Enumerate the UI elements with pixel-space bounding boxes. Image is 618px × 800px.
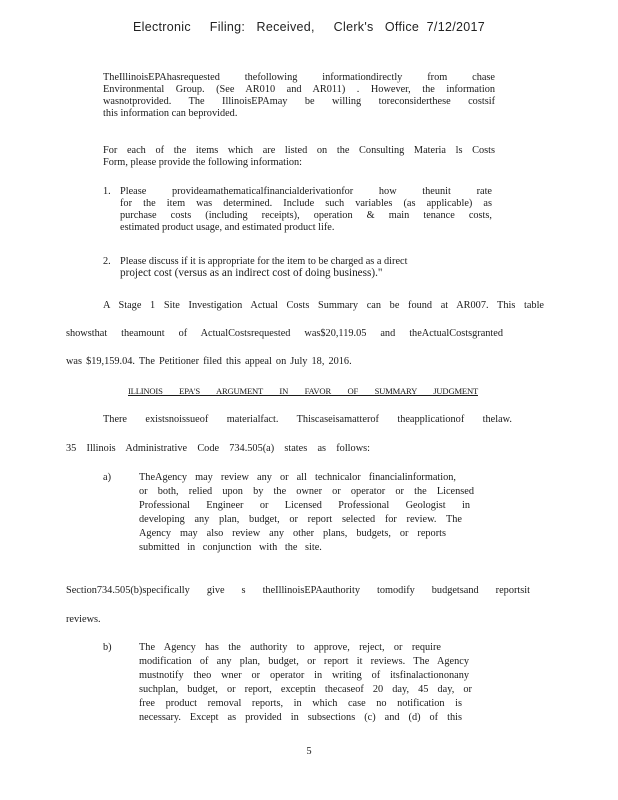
item-2-line-2: project cost (versus as an indirect cost of doing business)." bbox=[120, 267, 383, 279]
item-2-number: 2. bbox=[103, 256, 111, 267]
stage1-line-1: A Stage 1 Site Investigation Actual Costs Summary can be found at AR007. This table bbox=[103, 300, 544, 311]
sub-a-line-1: TheAgency may review any or all technicalor financialinformation, bbox=[139, 472, 456, 483]
filing-header: Electronic Filing: Received, Clerk's Office 7/12/2017 bbox=[133, 20, 485, 34]
stage1-line-2: showsthat theamount of ActualCostsrequested was$20,119.05 and theActualCostsgranted bbox=[66, 328, 503, 339]
item-1-line-2: for the item was determined. Include such variables (as applicable) as bbox=[120, 198, 492, 209]
sub-b-line-4: suchplan, budget, or report, exceptin thecaseof 20 day, 45 day, or bbox=[139, 684, 472, 695]
sub-b-line-1: The Agency has the authority to approve, reject, or require bbox=[139, 642, 441, 653]
sub-a-line-6: submitted in conjunction with the site. bbox=[139, 542, 322, 553]
item-2-line-1: Please discuss if it is appropriate for the item to be charged as a direct bbox=[120, 256, 408, 267]
subsection-b-label: b) bbox=[103, 642, 112, 653]
intro-line-4: this information can beprovided. bbox=[103, 108, 238, 119]
page-number: 5 bbox=[306, 746, 312, 757]
item-1-line-3: purchase costs (including receipts), operation & main tenance costs, bbox=[120, 210, 492, 221]
consulting-line-2: Form, please provide the following information: bbox=[103, 157, 303, 168]
subsection-a-label: a) bbox=[103, 472, 111, 483]
sub-b-line-5: free product removal reports, in which case no notification is bbox=[139, 698, 462, 709]
argument-heading: ILLINOIS EPA'S ARGUMENT IN FAVOR OF SUMMARY JUDGMENT bbox=[128, 386, 478, 396]
intro-line-3: wasnotprovided. The IllinoisEPAmay be willing toreconsiderthese costsif bbox=[103, 96, 495, 107]
item-1-number: 1. bbox=[103, 186, 111, 197]
section-b-line-1: Section734.505(b)specifically give s theIllinoisEPAauthority tomodify budgetsand reportsit bbox=[66, 585, 530, 596]
sub-b-line-2: modification of any plan, budget, or report it reviews. The Agency bbox=[139, 656, 469, 667]
item-1-line-4: estimated product usage, and estimated product life. bbox=[120, 222, 335, 233]
item-1-line-1: Please provideamathematicalfinancialderivationfor how theunit rate bbox=[120, 186, 492, 197]
sub-a-line-3: Professional Engineer or Licensed Professional Geologist in bbox=[139, 500, 470, 511]
sub-b-line-6: necessary. Except as provided in subsections (c) and (d) of this bbox=[139, 712, 462, 723]
sub-a-line-5: Agency may also review any other plans, budgets, or reports bbox=[139, 528, 446, 539]
sub-a-line-2: or both, relied upon by the owner or operator or the Licensed bbox=[139, 486, 474, 497]
intro-line-1: TheIllinoisEPAhasrequested thefollowing informationdirectly from chase bbox=[103, 72, 495, 83]
consulting-line-1: For each of the items which are listed on the Consulting Materia ls Costs bbox=[103, 145, 495, 156]
section-b-line-2: reviews. bbox=[66, 614, 101, 625]
sub-b-line-3: mustnotify theo wner or operator in writing of itsfinalactiononany bbox=[139, 670, 469, 681]
sub-a-line-4: developing any plan, budget, or report selected for review. The bbox=[139, 514, 462, 525]
stage1-line-3: was $19,159.04. The Petitioner filed this appeal on July 18, 2016. bbox=[66, 356, 352, 367]
no-issue-line-2: 35 Illinois Administrative Code 734.505(a) states as follows: bbox=[66, 443, 370, 454]
no-issue-line-1: There existsnoissueof materialfact. Thiscaseisamatterof theapplicationof thelaw. bbox=[103, 414, 512, 425]
intro-line-2: Environmental Group. (See AR010 and AR011) . However, the information bbox=[103, 84, 495, 95]
